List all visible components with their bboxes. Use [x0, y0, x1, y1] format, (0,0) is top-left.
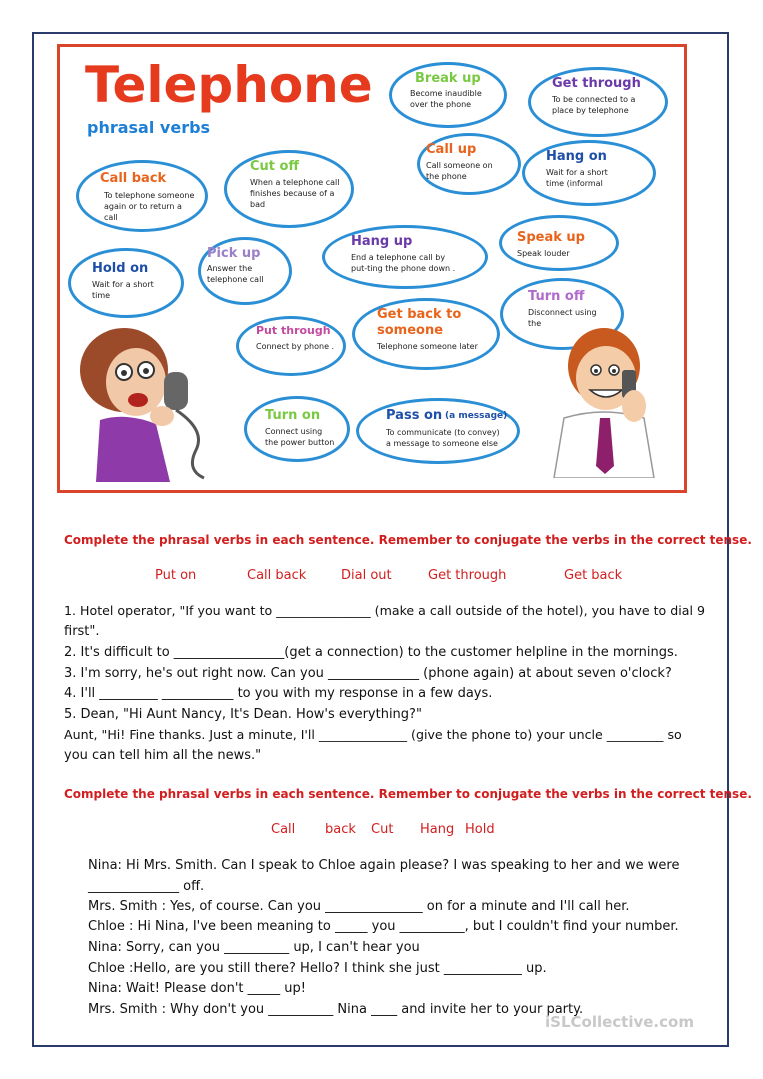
word-bank-item: Call: [271, 822, 296, 837]
word-bank-item: Cut: [371, 822, 394, 837]
word-bank-item: Hang: [420, 822, 455, 837]
bubble-label: Get back to someone: [377, 307, 462, 338]
bubble-label: Speak up: [517, 230, 585, 245]
bubble-label: Pass on: [386, 408, 443, 423]
exercise-2-line: Mrs. Smith : Why don't you __________ Nina ____ and invite her to your party.: [88, 1002, 584, 1017]
poster-subtitle: phrasal verbs: [87, 118, 211, 137]
bubble-definition: To telephone someone again or to return a call: [104, 191, 195, 222]
exercise-1-instruction: Complete the phrasal verbs in each sentence. Remember to conjugate the verbs in the correct tense.: [64, 533, 752, 547]
bubble-definition: Answer the telephone call: [207, 264, 264, 284]
watermark: iSLCollective.com: [545, 1013, 694, 1031]
woman-on-phone-illustration: [66, 320, 226, 482]
bubble-definition: Disconnect using the: [528, 308, 597, 328]
exercise-1-line: you can tell him all the news.": [64, 748, 262, 763]
bubble-label: Turn on: [265, 408, 321, 423]
bubble-definition: When a telephone call finishes because of a bad: [250, 178, 340, 209]
exercise-1-line: 4. I'll _________ ___________ to you with my response in a few days.: [64, 686, 493, 701]
exercise-1-line: 5. Dean, "Hi Aunt Nancy, It's Dean. How's everything?": [64, 707, 422, 722]
bubble-label: Break up: [415, 71, 481, 86]
bubble-label: Put through: [256, 324, 331, 337]
exercise-2-line: Chloe : Hi Nina, I've been meaning to _____ you __________, but I couldn't find your number.: [88, 919, 679, 934]
exercise-1-line: 2. It's difficult to _________________(get a connection) to the customer helpline in the mornings.: [64, 645, 678, 660]
exercise-2-line: Nina: Wait! Please don't _____ up!: [88, 981, 306, 996]
bubble-definition: Wait for a short time: [92, 280, 154, 300]
word-bank-item: Get back: [564, 568, 623, 583]
exercise-1-line: 3. I'm sorry, he's out right now. Can you ______________ (phone again) at about seven o'clock?: [64, 666, 672, 681]
bubble-definition: Speak louder: [517, 249, 570, 258]
bubble-label: Hold on: [92, 261, 149, 276]
bubble-definition: Call someone on the phone: [426, 161, 493, 181]
bubble-label: Pick up: [207, 246, 261, 261]
bubble-label: Hang up: [351, 234, 413, 249]
exercise-2-line: ______________ off.: [88, 879, 205, 894]
word-bank-item: Call back: [247, 568, 307, 583]
bubble-label: Call up: [426, 142, 477, 157]
bubble-label: Hang on: [546, 149, 607, 164]
bubble-definition: Connect using the power button: [265, 427, 335, 447]
word-bank-item: back: [325, 822, 356, 837]
exercise-2-line: Chloe :Hello, are you still there? Hello? I think she just ____________ up.: [88, 961, 547, 976]
word-bank-item: Dial out: [341, 568, 392, 583]
word-bank-item: Get through: [428, 568, 507, 583]
exercise-1-line: Aunt, "Hi! Fine thanks. Just a minute, I'll ______________ (give the phone to) your uncle _________ so: [64, 727, 682, 742]
exercise-2-instruction: Complete the phrasal verbs in each sentence. Remember to conjugate the verbs in the correct tense.: [64, 787, 752, 801]
exercise-1-line: 1. Hotel operator, "If you want to _______________ (make a call outside of the hotel), you have to dial 9: [64, 603, 705, 618]
poster-title: Telephone: [85, 56, 373, 114]
bubble-definition: End a telephone call by put-ting the phone down .: [351, 253, 456, 273]
word-bank-item: Hold: [465, 822, 495, 837]
bubble-definition: To be connected to a place by telephone: [552, 95, 636, 115]
bubble-label: Turn off: [528, 289, 585, 304]
exercise-2-line: Nina: Hi Mrs. Smith. Can I speak to Chloe again please? I was speaking to her and we were: [88, 858, 680, 873]
bubble-label: Call back: [100, 171, 167, 186]
bubble-label: Cut off: [250, 159, 299, 174]
word-bank-item: Put on: [155, 568, 197, 583]
bubble-definition: Telephone someone later: [377, 342, 478, 351]
bubble-definition: Wait for a short time (informal: [546, 168, 608, 188]
bubble-label: Get through: [552, 76, 641, 91]
bubble-definition: Become inaudible over the phone: [410, 89, 482, 109]
exercise-2-line: Mrs. Smith : Yes, of course. Can you _______________ on for a minute and I'll call her.: [88, 899, 630, 914]
bubble-definition: Connect by phone .: [256, 342, 335, 351]
exercise-1-line: first".: [64, 624, 100, 639]
bubble-definition: To communicate (to convey) a message to someone else: [386, 428, 500, 448]
exercise-2-line: Nina: Sorry, can you __________ up, I can't hear you: [88, 940, 420, 955]
man-on-phone-illustration: [544, 326, 674, 478]
bubble-label-extra: (a message): [445, 411, 508, 421]
